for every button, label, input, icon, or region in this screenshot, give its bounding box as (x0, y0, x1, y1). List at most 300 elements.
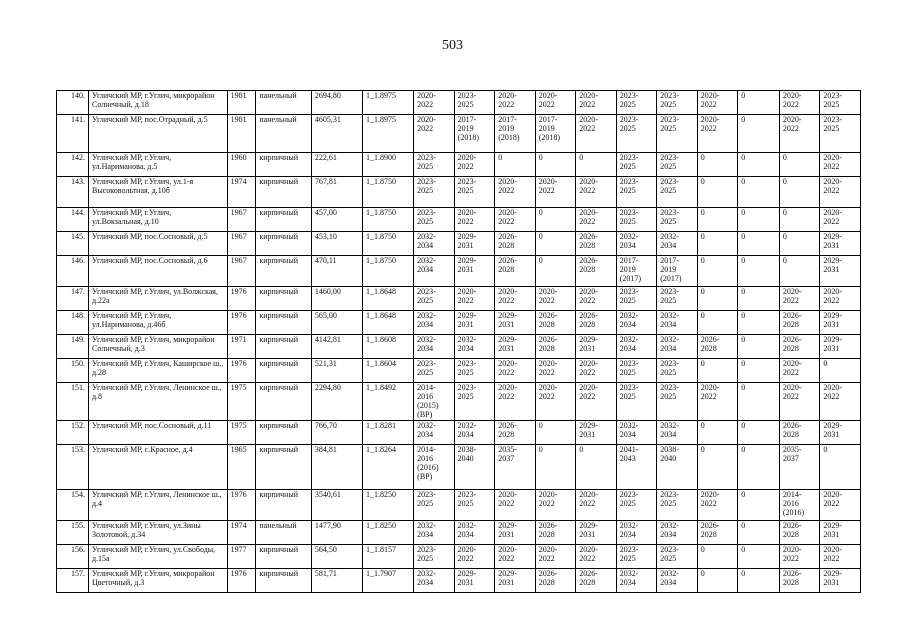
cell-term-4: 0 (535, 232, 576, 256)
cell-term-8: 2020-2022 (697, 115, 738, 153)
cell-term-2: 2032-2034 (454, 421, 495, 445)
cell-term-9: 0 (738, 335, 780, 359)
cell-term-7: 2032-2034 (657, 311, 698, 335)
cell-wall-material: панельный (256, 115, 311, 153)
cell-total-area: 453,10 (311, 232, 362, 256)
cell-term-9: 0 (738, 445, 780, 490)
cell-address: Угличский МР, г.Углич, микрорайон Солнечный, д.18 (88, 91, 227, 115)
cell-term-7: 2023-2025 (657, 153, 698, 177)
cell-build-year: 1967 (227, 232, 256, 256)
cell-term-8: 0 (697, 153, 738, 177)
cell-term-8: 2020-2022 (697, 383, 738, 421)
cell-term-5: 2026-2028 (576, 256, 617, 287)
cell-build-year: 1976 (227, 287, 256, 311)
cell-code: 1_1.8157 (362, 545, 413, 569)
cell-term-10: 2014-2016 (2016) (779, 490, 820, 521)
cell-term-6: 2041-2043 (616, 445, 657, 490)
cell-term-5: 2029-2031 (576, 421, 617, 445)
cell-row-number: 141. (57, 115, 89, 153)
cell-term-4: 2020-2022 (535, 383, 576, 421)
table-row (57, 311, 861, 335)
cell-term-11: 0 (820, 445, 861, 490)
cell-code: 1_1.8492 (362, 383, 413, 421)
cell-total-area: 565,00 (311, 311, 362, 335)
cell-total-area: 1460,00 (311, 287, 362, 311)
cell-term-6: 2023-2025 (616, 153, 657, 177)
cell-total-area: 2694,80 (311, 91, 362, 115)
cell-term-4: 0 (535, 445, 576, 490)
cell-term-9: 0 (738, 91, 780, 115)
cell-wall-material: кирпичный (256, 359, 311, 383)
cell-total-area: 3540,61 (311, 490, 362, 521)
cell-term-11: 2029-2031 (820, 569, 861, 593)
cell-term-6: 2023-2025 (616, 115, 657, 153)
cell-term-1: 2032-2034 (414, 256, 455, 287)
cell-term-7: 2032-2034 (657, 335, 698, 359)
cell-term-10: 0 (779, 177, 820, 208)
cell-build-year: 1975 (227, 383, 256, 421)
cell-term-11: 2029-2031 (820, 256, 861, 287)
cell-term-6: 2023-2025 (616, 545, 657, 569)
cell-term-2: 2023-2025 (454, 490, 495, 521)
cell-term-5: 2020-2022 (576, 545, 617, 569)
cell-term-9: 0 (738, 153, 780, 177)
cell-build-year: 1981 (227, 91, 256, 115)
cell-term-6: 2023-2025 (616, 287, 657, 311)
cell-term-2: 2020-2022 (454, 208, 495, 232)
cell-term-6: 2017-2019 (2017) (616, 256, 657, 287)
cell-term-7: 2023-2025 (657, 287, 698, 311)
cell-row-number: 156. (57, 545, 89, 569)
cell-total-area: 384,81 (311, 445, 362, 490)
table-row (57, 91, 861, 115)
cell-wall-material: кирпичный (256, 177, 311, 208)
cell-term-2: 2020-2022 (454, 153, 495, 177)
cell-term-3: 2035-2037 (495, 445, 536, 490)
cell-term-5: 2020-2022 (576, 490, 617, 521)
cell-row-number: 149. (57, 335, 89, 359)
cell-term-6: 2032-2034 (616, 232, 657, 256)
cell-row-number: 148. (57, 311, 89, 335)
cell-address: Угличский МР, г.Углич, ул.Нариманова, д.46б (88, 311, 227, 335)
cell-code: 1_1.8900 (362, 153, 413, 177)
cell-term-11: 2020-2022 (820, 208, 861, 232)
cell-code: 1_1.8750 (362, 232, 413, 256)
cell-row-number: 155. (57, 521, 89, 545)
cell-term-2: 2029-2031 (454, 311, 495, 335)
cell-row-number: 152. (57, 421, 89, 445)
cell-build-year: 1976 (227, 569, 256, 593)
cell-code: 1_1.8604 (362, 359, 413, 383)
cell-term-7: 2023-2025 (657, 545, 698, 569)
cell-row-number: 147. (57, 287, 89, 311)
cell-total-area: 470,11 (311, 256, 362, 287)
cell-term-3: 2020-2022 (495, 287, 536, 311)
cell-term-8: 2020-2022 (697, 91, 738, 115)
cell-wall-material: кирпичный (256, 383, 311, 421)
cell-term-9: 0 (738, 421, 780, 445)
cell-term-11: 2029-2031 (820, 421, 861, 445)
cell-term-5: 2020-2022 (576, 115, 617, 153)
cell-wall-material: кирпичный (256, 335, 311, 359)
cell-term-4: 2020-2022 (535, 91, 576, 115)
cell-term-11: 2020-2022 (820, 490, 861, 521)
cell-term-4: 2020-2022 (535, 177, 576, 208)
cell-term-5: 2026-2028 (576, 311, 617, 335)
cell-term-6: 2023-2025 (616, 91, 657, 115)
cell-build-year: 1967 (227, 208, 256, 232)
cell-row-number: 157. (57, 569, 89, 593)
cell-term-10: 2026-2028 (779, 335, 820, 359)
cell-build-year: 1965 (227, 445, 256, 490)
cell-term-10: 2026-2028 (779, 569, 820, 593)
cell-term-6: 2032-2034 (616, 521, 657, 545)
cell-total-area: 222,61 (311, 153, 362, 177)
cell-term-3: 2026-2028 (495, 421, 536, 445)
cell-term-2: 2020-2022 (454, 545, 495, 569)
cell-code: 1_1.8750 (362, 177, 413, 208)
cell-wall-material: кирпичный (256, 311, 311, 335)
cell-build-year: 1976 (227, 359, 256, 383)
cell-term-2: 2029-2031 (454, 256, 495, 287)
cell-term-3: 0 (495, 153, 536, 177)
cell-address: Угличский МР, г.Углич, микрорайон Цветочный, д.3 (88, 569, 227, 593)
cell-term-11: 2020-2022 (820, 287, 861, 311)
cell-row-number: 146. (57, 256, 89, 287)
cell-term-7: 2023-2025 (657, 115, 698, 153)
cell-term-4: 2026-2028 (535, 521, 576, 545)
cell-term-8: 0 (697, 569, 738, 593)
cell-row-number: 145. (57, 232, 89, 256)
cell-code: 1_1.8975 (362, 91, 413, 115)
cell-code: 1_1.8264 (362, 445, 413, 490)
cell-wall-material: кирпичный (256, 232, 311, 256)
cell-term-7: 2023-2025 (657, 208, 698, 232)
table-row (57, 256, 861, 287)
cell-term-8: 2026-2028 (697, 521, 738, 545)
cell-code: 1_1.8750 (362, 256, 413, 287)
cell-term-8: 0 (697, 311, 738, 335)
cell-term-2: 2017-2019 (2018) (454, 115, 495, 153)
cell-term-6: 2023-2025 (616, 208, 657, 232)
table-body (57, 91, 861, 593)
cell-address: Угличский МР, с.Красное, д.4 (88, 445, 227, 490)
cell-term-1: 2023-2025 (414, 153, 455, 177)
cell-build-year: 1971 (227, 335, 256, 359)
cell-term-8: 0 (697, 208, 738, 232)
cell-address: Угличский МР, пос.Сосновый, д.5 (88, 232, 227, 256)
table-row (57, 383, 861, 421)
table-row (57, 359, 861, 383)
cell-code: 1_1.8975 (362, 115, 413, 153)
cell-term-7: 2023-2025 (657, 490, 698, 521)
cell-total-area: 564,50 (311, 545, 362, 569)
cell-total-area: 2294,80 (311, 383, 362, 421)
cell-term-4: 0 (535, 421, 576, 445)
cell-term-1: 2023-2025 (414, 287, 455, 311)
cell-term-5: 2029-2031 (576, 521, 617, 545)
cell-term-1: 2014-2016 (2015) (ВР) (414, 383, 455, 421)
cell-term-7: 2023-2025 (657, 91, 698, 115)
cell-row-number: 143. (57, 177, 89, 208)
cell-term-5: 2020-2022 (576, 383, 617, 421)
cell-term-4: 0 (535, 256, 576, 287)
cell-term-1: 2032-2034 (414, 569, 455, 593)
cell-address: Угличский МР, пос.Отрадный, д.5 (88, 115, 227, 153)
cell-term-9: 0 (738, 545, 780, 569)
cell-code: 1_1.8281 (362, 421, 413, 445)
cell-term-3: 2020-2022 (495, 208, 536, 232)
cell-term-4: 2020-2022 (535, 287, 576, 311)
cell-term-4: 2026-2028 (535, 311, 576, 335)
cell-build-year: 1977 (227, 545, 256, 569)
cell-term-1: 2032-2034 (414, 521, 455, 545)
cell-term-3: 2020-2022 (495, 359, 536, 383)
cell-row-number: 153. (57, 445, 89, 490)
cell-term-6: 2023-2025 (616, 490, 657, 521)
cell-term-10: 2035-2037 (779, 445, 820, 490)
cell-term-2: 2032-2034 (454, 335, 495, 359)
cell-wall-material: кирпичный (256, 445, 311, 490)
cell-term-6: 2032-2034 (616, 311, 657, 335)
cell-term-10: 2020-2022 (779, 91, 820, 115)
cell-address: Угличский МР, г.Углич, ул.Зины Золотовой, д.34 (88, 521, 227, 545)
cell-code: 1_1.7907 (362, 569, 413, 593)
cell-term-8: 0 (697, 545, 738, 569)
cell-term-2: 2032-2034 (454, 521, 495, 545)
cell-term-9: 0 (738, 311, 780, 335)
cell-term-1: 2020-2022 (414, 115, 455, 153)
table-row (57, 545, 861, 569)
cell-term-2: 2029-2031 (454, 232, 495, 256)
cell-term-4: 2020-2022 (535, 359, 576, 383)
cell-total-area: 457,00 (311, 208, 362, 232)
cell-term-9: 0 (738, 208, 780, 232)
cell-total-area: 4605,31 (311, 115, 362, 153)
cell-term-9: 0 (738, 359, 780, 383)
cell-code: 1_1.8648 (362, 287, 413, 311)
cell-term-2: 2023-2025 (454, 177, 495, 208)
cell-address: Угличский МР, пос.Сосновый, д.6 (88, 256, 227, 287)
cell-term-2: 2020-2022 (454, 287, 495, 311)
cell-term-5: 2020-2022 (576, 91, 617, 115)
cell-term-5: 2020-2022 (576, 177, 617, 208)
cell-term-10: 0 (779, 208, 820, 232)
page-number: 503 (442, 38, 463, 53)
cell-total-area: 766,70 (311, 421, 362, 445)
cell-term-9: 0 (738, 383, 780, 421)
cell-term-10: 0 (779, 153, 820, 177)
cell-term-3: 2020-2022 (495, 490, 536, 521)
cell-term-11: 2029-2031 (820, 232, 861, 256)
cell-row-number: 150. (57, 359, 89, 383)
cell-total-area: 521,31 (311, 359, 362, 383)
cell-term-3: 2029-2031 (495, 335, 536, 359)
cell-address: Угличский МР, г.Углич, микрорайон Солнечный, д.3 (88, 335, 227, 359)
cell-code: 1_1.8648 (362, 311, 413, 335)
cell-term-11: 2020-2022 (820, 383, 861, 421)
cell-term-8: 0 (697, 232, 738, 256)
cell-term-1: 2020-2022 (414, 91, 455, 115)
cell-term-7: 2032-2034 (657, 569, 698, 593)
cell-term-8: 0 (697, 256, 738, 287)
cell-term-2: 2023-2025 (454, 91, 495, 115)
cell-build-year: 1974 (227, 521, 256, 545)
cell-term-10: 0 (779, 256, 820, 287)
cell-address: Угличский МР, г.Углич, ул.1-я Высоковольтная, д.10б (88, 177, 227, 208)
cell-term-5: 0 (576, 445, 617, 490)
cell-term-11: 2020-2022 (820, 153, 861, 177)
cell-term-7: 2023-2025 (657, 359, 698, 383)
cell-term-10: 2026-2028 (779, 421, 820, 445)
cell-total-area: 4142,81 (311, 335, 362, 359)
cell-code: 1_1.8250 (362, 490, 413, 521)
cell-term-1: 2014-2016 (2016) (ВР) (414, 445, 455, 490)
cell-term-8: 0 (697, 359, 738, 383)
cell-wall-material: кирпичный (256, 287, 311, 311)
cell-code: 1_1.8750 (362, 208, 413, 232)
cell-wall-material: кирпичный (256, 490, 311, 521)
cell-address: Угличский МР, пос.Сосновый, д.11 (88, 421, 227, 445)
cell-term-9: 0 (738, 569, 780, 593)
cell-term-10: 2020-2022 (779, 115, 820, 153)
cell-term-11: 2020-2022 (820, 545, 861, 569)
cell-address: Угличский МР, г.Углич, Ленинское ш., д.4 (88, 490, 227, 521)
cell-term-11: 2029-2031 (820, 521, 861, 545)
cell-term-1: 2023-2025 (414, 359, 455, 383)
cell-term-3: 2017-2019 (2018) (495, 115, 536, 153)
cell-term-5: 0 (576, 153, 617, 177)
table-row (57, 521, 861, 545)
cell-term-4: 2020-2022 (535, 490, 576, 521)
cell-term-4: 2017-2019 (2018) (535, 115, 576, 153)
cell-term-3: 2020-2022 (495, 177, 536, 208)
cell-build-year: 1960 (227, 153, 256, 177)
cell-term-5: 2026-2028 (576, 569, 617, 593)
cell-address: Угличский МР, г.Углич, ул.Нариманова, д.5 (88, 153, 227, 177)
cell-build-year: 1981 (227, 115, 256, 153)
cell-term-3: 2026-2028 (495, 256, 536, 287)
cell-wall-material: кирпичный (256, 256, 311, 287)
cell-term-3: 2029-2031 (495, 569, 536, 593)
cell-term-5: 2020-2022 (576, 287, 617, 311)
cell-term-5: 2020-2022 (576, 208, 617, 232)
cell-term-4: 0 (535, 208, 576, 232)
table-row (57, 232, 861, 256)
cell-term-9: 0 (738, 115, 780, 153)
cell-term-9: 0 (738, 287, 780, 311)
cell-term-10: 2026-2028 (779, 521, 820, 545)
cell-term-3: 2020-2022 (495, 545, 536, 569)
cell-row-number: 151. (57, 383, 89, 421)
cell-term-9: 0 (738, 232, 780, 256)
cell-wall-material: кирпичный (256, 569, 311, 593)
cell-term-1: 2032-2034 (414, 335, 455, 359)
cell-code: 1_1.8608 (362, 335, 413, 359)
cell-term-11: 2023-2025 (820, 115, 861, 153)
cell-term-11: 2023-2025 (820, 91, 861, 115)
cell-term-3: 2029-2031 (495, 521, 536, 545)
cell-term-7: 2023-2025 (657, 177, 698, 208)
cell-address: Угличский МР, г.Углич, Каширское ш., д.28 (88, 359, 227, 383)
cell-row-number: 154. (57, 490, 89, 521)
cell-term-8: 0 (697, 287, 738, 311)
cell-term-10: 0 (779, 232, 820, 256)
cell-term-2: 2038-2040 (454, 445, 495, 490)
cell-term-2: 2029-2031 (454, 569, 495, 593)
cell-total-area: 581,71 (311, 569, 362, 593)
cell-term-8: 2020-2022 (697, 490, 738, 521)
cell-term-3: 2020-2022 (495, 91, 536, 115)
table-row (57, 490, 861, 521)
cell-row-number: 142. (57, 153, 89, 177)
cell-term-7: 2023-2025 (657, 383, 698, 421)
table-row (57, 177, 861, 208)
cell-row-number: 144. (57, 208, 89, 232)
cell-term-11: 0 (820, 359, 861, 383)
cell-term-2: 2023-2025 (454, 359, 495, 383)
cell-term-8: 0 (697, 177, 738, 208)
cell-term-9: 0 (738, 521, 780, 545)
cell-build-year: 1976 (227, 490, 256, 521)
table-row (57, 208, 861, 232)
cell-wall-material: панельный (256, 91, 311, 115)
table-row (57, 445, 861, 490)
cell-address: Угличский МР, г.Углич, ул.Вокзальная, д.10 (88, 208, 227, 232)
cell-build-year: 1976 (227, 311, 256, 335)
cell-term-1: 2032-2034 (414, 421, 455, 445)
cell-term-11: 2029-2031 (820, 311, 861, 335)
cell-term-11: 2029-2031 (820, 335, 861, 359)
cell-term-2: 2023-2025 (454, 383, 495, 421)
cell-term-10: 2020-2022 (779, 545, 820, 569)
cell-term-5: 2026-2028 (576, 232, 617, 256)
table-row (57, 421, 861, 445)
cell-wall-material: кирпичный (256, 208, 311, 232)
cell-term-1: 2032-2034 (414, 232, 455, 256)
cell-address: Угличский МР, г.Углич, ул.Волжская, д.22а (88, 287, 227, 311)
cell-total-area: 767,81 (311, 177, 362, 208)
cell-total-area: 1477,90 (311, 521, 362, 545)
cell-build-year: 1967 (227, 256, 256, 287)
cell-term-1: 2032-2034 (414, 311, 455, 335)
cell-term-3: 2020-2022 (495, 383, 536, 421)
cell-wall-material: кирпичный (256, 545, 311, 569)
table-row (57, 287, 861, 311)
cell-term-6: 2032-2034 (616, 421, 657, 445)
cell-term-1: 2023-2025 (414, 177, 455, 208)
cell-term-6: 2023-2025 (616, 383, 657, 421)
housing-register-table (56, 90, 861, 593)
cell-build-year: 1974 (227, 177, 256, 208)
cell-term-1: 2023-2025 (414, 208, 455, 232)
cell-term-6: 2032-2034 (616, 335, 657, 359)
cell-term-1: 2023-2025 (414, 490, 455, 521)
cell-term-7: 2038-2040 (657, 445, 698, 490)
cell-row-number: 140. (57, 91, 89, 115)
cell-wall-material: кирпичный (256, 153, 311, 177)
cell-term-7: 2017-2019 (2017) (657, 256, 698, 287)
cell-term-9: 0 (738, 490, 780, 521)
cell-term-8: 2026-2028 (697, 335, 738, 359)
cell-build-year: 1975 (227, 421, 256, 445)
cell-term-9: 0 (738, 256, 780, 287)
cell-term-10: 2020-2022 (779, 359, 820, 383)
cell-term-10: 2020-2022 (779, 383, 820, 421)
table-row (57, 153, 861, 177)
cell-wall-material: кирпичный (256, 421, 311, 445)
cell-term-4: 2020-2022 (535, 545, 576, 569)
